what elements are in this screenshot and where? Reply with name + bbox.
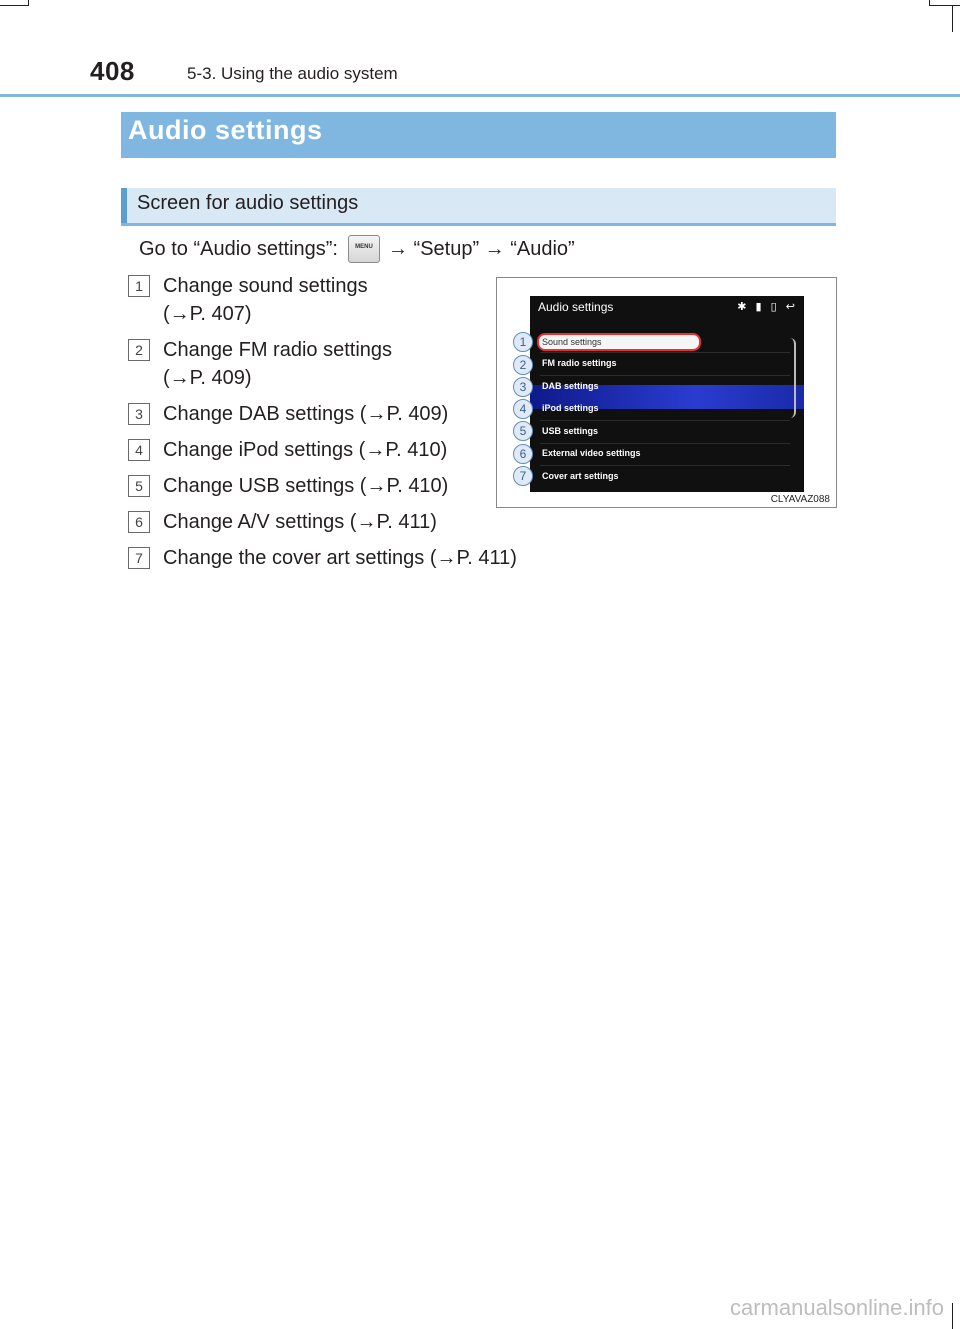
list-item [128,336,518,392]
callout-5: 5 [513,421,533,441]
screen-row-external-video: External video settings [542,448,641,458]
crop-mark-top-left-v [28,0,29,6]
screen-row-ipod: iPod settings [542,403,599,413]
navigation-instruction [139,235,575,263]
status-icons: ✱ ▮ ▯ ↩ [737,301,798,313]
list-item [128,544,518,572]
crop-mark-top-right-h [929,5,960,6]
instruction-prefix: Go to “Audio settings”: [139,237,338,260]
item-ref: (→P. 407) [163,303,252,325]
item-number: 6 [128,511,150,533]
item-text: Change iPod settings (→P. 410) [163,439,448,461]
item-number: 2 [128,339,150,361]
callout-1: 1 [513,332,533,352]
page-number: 408 [90,56,135,86]
audio-settings-figure [496,277,837,508]
item-text: Change USB settings (→P. 410) [163,475,449,497]
item-number: 4 [128,439,150,461]
watermark: carmanualsonline.info [729,1295,944,1320]
header-rule [0,94,960,97]
list-item [128,400,518,428]
screen-row-usb: USB settings [542,426,599,436]
figure-code: CLYAVAZ088 [770,494,830,505]
instruction-suffix: → “Setup” → “Audio” [387,237,575,260]
subheading-title: Screen for audio settings [137,192,359,214]
screen-title: Audio settings [538,300,614,314]
item-number: 1 [128,275,150,297]
row-divider [540,352,790,353]
callout-7: 7 [513,466,533,486]
row-divider [540,420,790,421]
crop-mark-bottom-right [952,1303,953,1329]
callout-3: 3 [513,377,533,397]
infotainment-screen [530,296,804,492]
subheading-bar [121,188,127,223]
callout-2: 2 [513,355,533,375]
item-text: Change sound settings [163,275,368,297]
item-number: 7 [128,547,150,569]
subheading [121,188,836,226]
item-number: 3 [128,403,150,425]
screen-row-dab: DAB settings [542,381,599,391]
list-item [128,436,518,464]
banner-title: Audio settings [128,115,323,145]
item-number: 5 [128,475,150,497]
callout-4: 4 [513,399,533,419]
crop-mark-right-edge [952,6,953,32]
screen-row-cover-art: Cover art settings [542,471,619,481]
menu-button-label: MENU [355,244,373,250]
row-divider [540,465,790,466]
screen-row-fm: FM radio settings [542,358,617,368]
callout-6: 6 [513,444,533,464]
item-ref: (→P. 409) [163,367,252,389]
list-item [128,272,518,328]
item-text: Change FM radio settings [163,339,393,361]
scroll-indicator [790,338,796,418]
list-item [128,472,518,500]
list-item [128,508,518,536]
section-banner [121,112,836,158]
row-divider [540,375,790,376]
row-divider [540,443,790,444]
section-title: 5-3. Using the audio system [187,64,398,83]
item-text: Change A/V settings (→P. 411) [163,511,437,533]
screen-row-sound: Sound settings [542,337,602,347]
menu-button-icon [348,235,380,263]
crop-mark-top-left-h [0,5,28,6]
settings-list [128,272,518,580]
item-text: Change the cover art settings (→P. 411) [163,547,517,569]
item-text: Change DAB settings (→P. 409) [163,403,449,425]
